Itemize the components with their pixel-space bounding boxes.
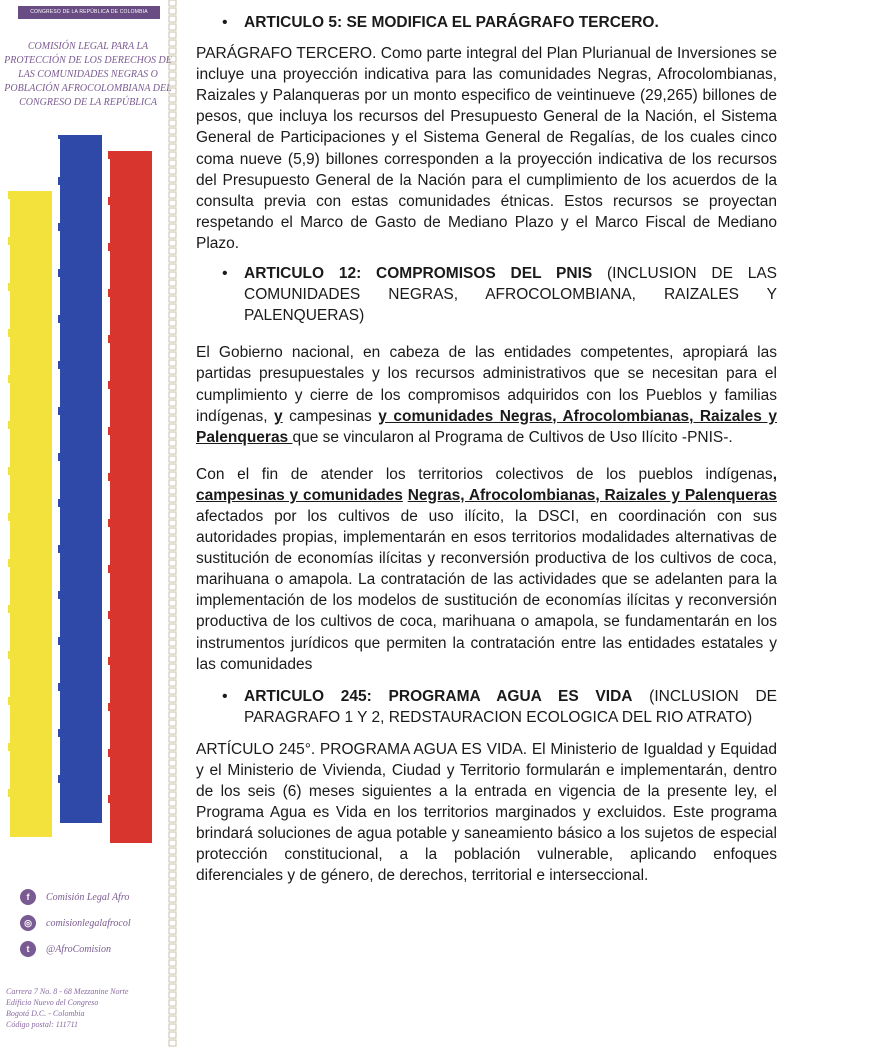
strip-cell: [169, 176, 176, 182]
strip-cell: [169, 904, 176, 910]
strip-cell: [169, 704, 176, 710]
strip-cell: [169, 608, 176, 614]
strip-cell: [169, 136, 176, 142]
strip-cell: [169, 544, 176, 550]
key-motif: [58, 503, 102, 543]
strip-cell: [169, 88, 176, 94]
key-motif: [108, 385, 152, 425]
strip-cell: [169, 392, 176, 398]
key-motif: [58, 779, 102, 819]
strip-cell: [169, 440, 176, 446]
address: [6, 986, 176, 1030]
strip-cell: [169, 792, 176, 798]
strip-cell: [169, 464, 176, 470]
address-line: Carrera 7 No. 8 - 68 Mezzanine Norte: [6, 987, 129, 996]
strip-cell: [169, 720, 176, 726]
key-motif: [108, 661, 152, 701]
strip-cell: [169, 200, 176, 206]
para-lead: PARÁGRAFO TERCERO.: [196, 45, 377, 63]
strip-cell: [169, 1040, 176, 1046]
strip-cell: [169, 72, 176, 78]
heading-rest: (INCLUSION DE PARAGRAFO 1 Y 2, REDSTAURACION ECOLOGICA DEL RIO ATRATO): [244, 687, 777, 726]
strip-cell: [169, 208, 176, 214]
key-motif: [58, 181, 102, 221]
strip-cell: [169, 504, 176, 510]
strip-cell: [169, 64, 176, 70]
strip-cell: [169, 216, 176, 222]
key-motif: [58, 273, 102, 313]
strip-cell: [169, 664, 176, 670]
vertical-strip: [168, 0, 177, 1048]
social-label: Comisión Legal Afro: [46, 891, 130, 903]
strip-cell: [169, 760, 176, 766]
strip-cell: [169, 536, 176, 542]
key-motif: [8, 747, 52, 787]
key-motif: [8, 793, 52, 833]
strip-cell: [169, 56, 176, 62]
strip-cell: [169, 648, 176, 654]
strip-cell: [169, 1024, 176, 1030]
address-line: Bogotá D.C. - Colombia: [6, 1009, 85, 1018]
instagram-icon: ◎: [20, 915, 36, 931]
strip-cell: [169, 160, 176, 166]
strip-cell: [169, 120, 176, 126]
heading-bold: ARTICULO 5: SE MODIFICA EL PARÁGRAFO TERCERO.: [244, 14, 659, 31]
strip-cell: [169, 256, 176, 262]
key-motif: [108, 569, 152, 609]
commission-line: LAS COMUNIDADES NEGRAS O: [18, 69, 158, 80]
strip-cell: [169, 856, 176, 862]
paragraph-pnis-1: [196, 342, 777, 447]
strip-cell: [169, 936, 176, 942]
strip-cell: [169, 304, 176, 310]
strip-cell: [169, 376, 176, 382]
strip-cell: [169, 568, 176, 574]
underlined-text: y: [274, 407, 283, 425]
commission-line: COMISIÓN LEGAL PARA LA: [27, 41, 149, 52]
strip-cell: [169, 104, 176, 110]
strip-cell: [169, 584, 176, 590]
strip-cell: [169, 32, 176, 38]
strip-cell: [169, 360, 176, 366]
strip-cell: [169, 656, 176, 662]
address-line: Edificio Nuevo del Congreso: [6, 998, 99, 1007]
strip-cell: [169, 272, 176, 278]
strip-cell: [169, 736, 176, 742]
strip-cell: [169, 432, 176, 438]
paragraph-pnis-2: [196, 464, 777, 675]
underlined-text: Negras, Afrocolombianas, Raizales y Palenqueras: [407, 486, 777, 504]
strip-cell: [169, 8, 176, 14]
key-motif: [108, 339, 152, 379]
social-links: [20, 884, 180, 962]
strip-cell: [169, 80, 176, 86]
strip-cell: [169, 144, 176, 150]
strip-cell: [169, 128, 176, 134]
strip-cell: [169, 448, 176, 454]
strip-cell: [169, 416, 176, 422]
article-12-heading: [196, 263, 777, 326]
para-text: El Gobierno nacional, en cabeza de las entidades competentes, apropiará las partidas presupuestales y los recursos administrativos que se necesitan para el cumplimiento y cierre de los compromisos adquiridos con los Pueblos y familias indígenas,: [196, 344, 777, 425]
strip-cell: [169, 96, 176, 102]
strip-cell: [169, 408, 176, 414]
strip-cell: [169, 232, 176, 238]
strip-cell: [169, 680, 176, 686]
key-motif: [8, 517, 52, 557]
strip-cell: [169, 616, 176, 622]
strip-cell: [169, 824, 176, 830]
strip-cell: [169, 336, 176, 342]
bullet: •: [222, 687, 228, 705]
para-text: Como parte integral del Plan Plurianual de Inversiones se incluye una proyección indicativa para las comunidades Negras, Afrocolombianas, Raizales y Palanqueras por un monto especifico de veintinueve (29,265) billones de pesos, que incluya los recursos del Presupuesto General de la Nación, el Sistema General de Participaciones y el Sistema General de Regalías, de los cuales cinco coma nueve (5,9) billones corresponden a la proyección indicativa de los recursos del Presupuesto General de la Nación para el cumplimiento de los acuerdos de la consulta previa con estas comunidades étnicas. Estos recursos se proyectan respetando el Marco de Gasto de Mediano Plazo y el Marco Fiscal de Mediano Plazo.: [196, 45, 777, 252]
key-motif: [58, 227, 102, 267]
key-motif: [8, 287, 52, 327]
key-motif: [58, 595, 102, 635]
strip-cell: [169, 480, 176, 486]
strip-cell: [169, 712, 176, 718]
strip-cell: [169, 832, 176, 838]
key-motif: [108, 753, 152, 793]
paragraph-tercero: [196, 43, 777, 254]
heading-bold: ARTICULO 12: COMPROMISOS DEL PNIS: [244, 265, 593, 283]
strip-cell: [169, 600, 176, 606]
strip-cell: [169, 560, 176, 566]
strip-cell: [169, 848, 176, 854]
key-motif: [8, 563, 52, 603]
key-motif: [108, 431, 152, 471]
strip-cell: [169, 840, 176, 846]
greek-key-pattern: [0, 135, 170, 860]
key-motif: [58, 365, 102, 405]
strip-cell: [169, 744, 176, 750]
strip-cell: [169, 192, 176, 198]
key-motif: [8, 379, 52, 419]
strip-cell: [169, 1008, 176, 1014]
para-text: afectados por los cultivos de uso ilícito, la DSCI, en coordinación con sus autoridades propias, implementarán en esos territorios modalidades alternativas de sustitución de economías ilícitas y reconversión productiva de los cultivos de coca, marihuana o amapola. La contratación de las actividades que se adelanten para la implementación de los modelos de sustitución de economías ilícitas y reconversión productiva de los cultivos de coca, marihuana o amapola, se fundamentarán en los instrumentos jurídicos que permiten la contratación entre las entidades estatales y las comunidades: [196, 507, 777, 673]
key-motif: [58, 733, 102, 773]
strip-cell: [169, 24, 176, 30]
strip-cell: [169, 640, 176, 646]
strip-cell: [169, 424, 176, 430]
key-motif: [58, 319, 102, 359]
strip-cell: [169, 240, 176, 246]
key-motif: [58, 641, 102, 681]
key-motif: [108, 523, 152, 563]
strip-cell: [169, 552, 176, 558]
key-motif: [8, 701, 52, 741]
strip-cell: [169, 456, 176, 462]
strip-cell: [169, 800, 176, 806]
key-motif: [8, 655, 52, 695]
strip-cell: [169, 288, 176, 294]
strip-cell: [169, 952, 176, 958]
social-twitter[interactable]: [20, 936, 180, 962]
strip-cell: [169, 984, 176, 990]
key-motif: [108, 293, 152, 333]
strip-cell: [169, 872, 176, 878]
strip-cell: [169, 344, 176, 350]
underlined-text: y comunidades Negras, Afrocolombianas, Raizales y Palenqueras: [196, 407, 777, 446]
key-motif: [58, 135, 102, 175]
strip-cell: [169, 152, 176, 158]
article-5-heading: [196, 12, 777, 33]
strip-cell: [169, 696, 176, 702]
article-245-heading: [196, 686, 777, 728]
key-motif: [8, 609, 52, 649]
key-motif: [8, 333, 52, 373]
strip-cell: [169, 224, 176, 230]
twitter-icon: t: [20, 941, 36, 957]
strip-cell: [169, 992, 176, 998]
key-motif: [108, 707, 152, 747]
social-label: comisionlegalafrocol: [46, 917, 131, 929]
strip-cell: [169, 512, 176, 518]
document-body: [196, 12, 777, 887]
key-motif: [58, 549, 102, 589]
underlined-text: , campesinas y comunidades: [196, 465, 777, 504]
key-motif: [58, 411, 102, 451]
strip-cell: [169, 184, 176, 190]
strip-cell: [169, 528, 176, 534]
strip-cell: [169, 784, 176, 790]
key-motif: [108, 799, 152, 839]
strip-cell: [169, 112, 176, 118]
strip-cell: [169, 920, 176, 926]
strip-cell: [169, 624, 176, 630]
strip-cell: [169, 400, 176, 406]
strip-cell: [169, 248, 176, 254]
strip-cell: [169, 944, 176, 950]
para-text: que se vincularon al Programa de Cultivos de Uso Ilícito -PNIS-.: [292, 428, 733, 446]
strip-cell: [169, 352, 176, 358]
heading-rest: (INCLUSION DE LAS COMUNIDADES NEGRAS, AFROCOLOMBIANA, RAIZALES Y PALENQUERAS): [244, 265, 777, 325]
strip-cell: [169, 1016, 176, 1022]
top-banner: CONGRESO DE LA REPÚBLICA DE COLOMBIA: [18, 6, 160, 19]
key-motif: [108, 201, 152, 241]
facebook-icon: f: [20, 889, 36, 905]
strip-cell: [169, 168, 176, 174]
strip-cell: [169, 1032, 176, 1038]
strip-cell: [169, 16, 176, 22]
sidebar: [0, 0, 180, 1048]
strip-cell: [169, 896, 176, 902]
strip-cell: [169, 520, 176, 526]
strip-cell: [169, 320, 176, 326]
strip-cell: [169, 632, 176, 638]
strip-cell: [169, 864, 176, 870]
key-motif: [58, 457, 102, 497]
strip-cell: [169, 728, 176, 734]
strip-cell: [169, 328, 176, 334]
para-text: Con el fin de atender los territorios colectivos de los pueblos indígenas: [196, 465, 773, 483]
social-label: @AfroComision: [46, 943, 111, 955]
commission-line: PROTECCIÓN DE LOS DERECHOS DE: [4, 55, 172, 66]
strip-cell: [169, 912, 176, 918]
strip-cell: [169, 968, 176, 974]
strip-cell: [169, 768, 176, 774]
strip-cell: [169, 488, 176, 494]
paragraph-agua-es-vida: ARTÍCULO 245°. PROGRAMA AGUA ES VIDA. El Ministerio de Igualdad y Equidad y el Ministerio de Vivienda, Ciudad y Territorio formularán e implementarán, dentro de los seis (6) meses siguientes a la entrada en vigencia de la presente ley, el Programa Agua es Vida en los territorios marginados y excluidos. Este programa brindará soluciones de agua potable y saneamiento básico a los sujetos de especial protección constitucional, a la población vulnerable, aplicando enfoques diferenciales y de género, de derechos, territorial e interseccional.: [196, 740, 777, 885]
key-motif: [108, 155, 152, 195]
strip-cell: [169, 264, 176, 270]
strip-cell: [169, 280, 176, 286]
address-line: Código postal: 111711: [6, 1020, 78, 1029]
strip-cell: [169, 776, 176, 782]
strip-cell: [169, 880, 176, 886]
strip-cell: [169, 976, 176, 982]
bullet: •: [222, 265, 228, 283]
strip-cell: [169, 472, 176, 478]
heading-bold: ARTICULO 245: PROGRAMA AGUA ES VIDA: [244, 687, 633, 705]
strip-cell: [169, 496, 176, 502]
commission-name: [4, 40, 172, 110]
strip-cell: [169, 296, 176, 302]
strip-cell: [169, 688, 176, 694]
strip-cell: [169, 576, 176, 582]
bullet: •: [222, 14, 228, 31]
strip-cell: [169, 48, 176, 54]
social-instagram[interactable]: [20, 910, 180, 936]
key-motif: [8, 471, 52, 511]
key-motif: [8, 241, 52, 281]
strip-cell: [169, 592, 176, 598]
key-motif: [108, 477, 152, 517]
strip-cell: [169, 808, 176, 814]
commission-line: CONGRESO DE LA REPÚBLICA: [19, 97, 157, 108]
para-text: campesinas: [282, 407, 379, 425]
strip-cell: [169, 960, 176, 966]
strip-cell: [169, 40, 176, 46]
key-motif: [8, 425, 52, 465]
strip-cell: [169, 312, 176, 318]
strip-cell: [169, 672, 176, 678]
strip-cell: [169, 0, 176, 6]
strip-cell: [169, 1000, 176, 1006]
key-motif: [108, 615, 152, 655]
key-motif: [8, 195, 52, 235]
strip-cell: [169, 816, 176, 822]
key-motif: [58, 687, 102, 727]
key-motif: [108, 247, 152, 287]
commission-line: POBLACIÓN AFROCOLOMBIANA DEL: [4, 83, 172, 94]
strip-cell: [169, 888, 176, 894]
strip-cell: [169, 752, 176, 758]
strip-cell: [169, 928, 176, 934]
strip-cell: [169, 368, 176, 374]
social-facebook[interactable]: [20, 884, 180, 910]
strip-cell: [169, 384, 176, 390]
